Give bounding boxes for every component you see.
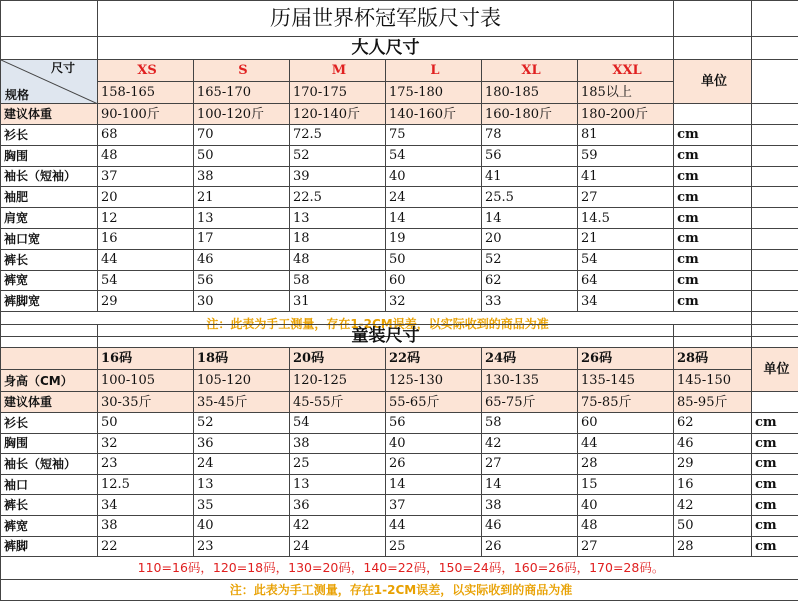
kids-size-cell: 24码 <box>482 348 578 370</box>
adult-size-xxl: XXL <box>578 60 674 82</box>
value-cell: 13 <box>194 208 290 229</box>
corner-size-label: 尺寸 <box>51 62 75 74</box>
corner-spec-label: 规格 <box>5 89 29 101</box>
value-cell: 60 <box>578 413 674 434</box>
weight-cell: 45-55斤 <box>290 392 386 413</box>
kids-height-row <box>1 370 798 392</box>
value-cell: 14 <box>386 474 482 495</box>
value-cell: 21 <box>194 187 290 208</box>
value-cell: 48 <box>290 249 386 270</box>
unit-cell: cm <box>752 536 798 557</box>
value-cell: 56 <box>482 145 578 166</box>
value-cell: 34 <box>98 495 194 516</box>
table-row <box>1 125 798 146</box>
kids-size-cell: 22码 <box>386 348 482 370</box>
row-label: 衫长 <box>1 413 98 434</box>
value-cell: 24 <box>194 454 290 475</box>
unit-cell: cm <box>674 166 752 187</box>
table-row <box>1 454 798 475</box>
adult-size-m: M <box>290 60 386 82</box>
value-cell: 44 <box>98 249 194 270</box>
value-cell: 62 <box>482 270 578 291</box>
table-row <box>1 228 798 249</box>
value-cell: 33 <box>482 291 578 312</box>
value-cell: 38 <box>290 433 386 454</box>
weight-cell: 55-65斤 <box>386 392 482 413</box>
spec-cell: 175-180 <box>386 82 482 104</box>
value-cell: 27 <box>578 187 674 208</box>
kids-unit-header: 单位 <box>752 348 798 392</box>
height-cell: 105-120 <box>194 370 290 392</box>
table-row <box>1 145 798 166</box>
unit-cell: cm <box>752 413 798 434</box>
value-cell: 27 <box>482 454 578 475</box>
weight-cell: 90-100斤 <box>98 104 194 125</box>
value-cell: 29 <box>98 291 194 312</box>
row-label: 袖长（短袖） <box>1 454 98 475</box>
weight-cell: 65-75斤 <box>482 392 578 413</box>
value-cell: 50 <box>98 413 194 434</box>
value-cell: 48 <box>98 145 194 166</box>
value-cell: 38 <box>98 515 194 536</box>
table-row <box>1 515 798 536</box>
value-cell: 19 <box>386 228 482 249</box>
kids-size-table <box>0 324 798 601</box>
unit-cell: cm <box>674 228 752 249</box>
kids-size-cell: 16码 <box>98 348 194 370</box>
value-cell: 72.5 <box>290 125 386 146</box>
value-cell: 48 <box>578 515 674 536</box>
spec-cell: 158-165 <box>98 82 194 104</box>
value-cell: 56 <box>194 270 290 291</box>
weight-label: 建议体重 <box>1 392 98 413</box>
value-cell: 21 <box>578 228 674 249</box>
weight-cell: 35-45斤 <box>194 392 290 413</box>
value-cell: 27 <box>578 536 674 557</box>
weight-cell: 85-95斤 <box>674 392 752 413</box>
value-cell: 40 <box>386 433 482 454</box>
value-cell: 15 <box>578 474 674 495</box>
value-cell: 39 <box>290 166 386 187</box>
row-label: 衫长 <box>1 125 98 146</box>
value-cell: 62 <box>674 413 752 434</box>
unit-cell: cm <box>674 249 752 270</box>
row-label: 裤脚宽 <box>1 291 98 312</box>
value-cell: 50 <box>674 515 752 536</box>
value-cell: 75 <box>386 125 482 146</box>
unit-cell: cm <box>752 454 798 475</box>
spec-cell: 170-175 <box>290 82 386 104</box>
value-cell: 28 <box>674 536 752 557</box>
unit-cell: cm <box>674 145 752 166</box>
value-cell: 14.5 <box>578 208 674 229</box>
adult-weight-row <box>1 104 798 125</box>
table-row <box>1 208 798 229</box>
adult-unit-header: 单位 <box>674 60 752 104</box>
height-cell: 130-135 <box>482 370 578 392</box>
row-label: 袖肥 <box>1 187 98 208</box>
value-cell: 32 <box>98 433 194 454</box>
value-cell: 44 <box>578 433 674 454</box>
weight-cell: 140-160斤 <box>386 104 482 125</box>
row-label: 袖口宽 <box>1 228 98 249</box>
table-row <box>1 433 798 454</box>
value-cell: 14 <box>482 208 578 229</box>
row-label: 肩宽 <box>1 208 98 229</box>
value-cell: 36 <box>194 433 290 454</box>
value-cell: 16 <box>98 228 194 249</box>
value-cell: 24 <box>386 187 482 208</box>
value-cell: 50 <box>194 145 290 166</box>
value-cell: 22 <box>98 536 194 557</box>
table-row <box>1 495 798 516</box>
row-label: 裤脚 <box>1 536 98 557</box>
kids-size-cell: 18码 <box>194 348 290 370</box>
row-label: 裤长 <box>1 249 98 270</box>
weight-cell: 120-140斤 <box>290 104 386 125</box>
unit-cell: cm <box>674 187 752 208</box>
weight-label: 建议体重 <box>1 104 98 125</box>
value-cell: 40 <box>194 515 290 536</box>
height-cell: 135-145 <box>578 370 674 392</box>
value-cell: 46 <box>674 433 752 454</box>
value-cell: 29 <box>674 454 752 475</box>
height-cell: 145-150 <box>674 370 752 392</box>
value-cell: 56 <box>386 413 482 434</box>
value-cell: 13 <box>290 474 386 495</box>
value-cell: 37 <box>386 495 482 516</box>
value-cell: 54 <box>290 413 386 434</box>
unit-cell: cm <box>674 125 752 146</box>
adult-size-xs: XS <box>98 60 194 82</box>
value-cell: 12.5 <box>98 474 194 495</box>
table-row <box>1 291 798 312</box>
value-cell: 13 <box>290 208 386 229</box>
value-cell: 40 <box>386 166 482 187</box>
unit-cell: cm <box>674 208 752 229</box>
table-row <box>1 474 798 495</box>
value-cell: 23 <box>194 536 290 557</box>
adult-size-xl: XL <box>482 60 578 82</box>
value-cell: 42 <box>482 433 578 454</box>
value-cell: 52 <box>482 249 578 270</box>
kids-size-header-row <box>1 348 798 370</box>
table-row <box>1 249 798 270</box>
kids-section-title: 童装尺寸 <box>98 325 674 348</box>
value-cell: 34 <box>578 291 674 312</box>
height-cell: 120-125 <box>290 370 386 392</box>
value-cell: 70 <box>194 125 290 146</box>
value-cell: 14 <box>386 208 482 229</box>
value-cell: 60 <box>386 270 482 291</box>
kids-weight-row <box>1 392 798 413</box>
kids-note: 注：此表为手工测量，存在1-2CM误差，以实际收到的商品为准 <box>1 580 798 601</box>
value-cell: 32 <box>386 291 482 312</box>
unit-cell: cm <box>752 474 798 495</box>
value-cell: 50 <box>386 249 482 270</box>
value-cell: 81 <box>578 125 674 146</box>
row-label: 裤长 <box>1 495 98 516</box>
row-label: 裤宽 <box>1 270 98 291</box>
kids-size-cell: 28码 <box>674 348 752 370</box>
value-cell: 18 <box>290 228 386 249</box>
unit-cell: cm <box>752 515 798 536</box>
weight-cell: 100-120斤 <box>194 104 290 125</box>
value-cell: 52 <box>290 145 386 166</box>
unit-cell: cm <box>674 270 752 291</box>
table-row <box>1 270 798 291</box>
value-cell: 20 <box>482 228 578 249</box>
value-cell: 22.5 <box>290 187 386 208</box>
value-cell: 46 <box>482 515 578 536</box>
value-cell: 31 <box>290 291 386 312</box>
adult-size-l: L <box>386 60 482 82</box>
weight-cell: 75-85斤 <box>578 392 674 413</box>
value-cell: 40 <box>578 495 674 516</box>
row-label: 胸围 <box>1 145 98 166</box>
page-title: 历届世界杯冠军版尺寸表 <box>98 1 674 37</box>
weight-cell: 180-200斤 <box>578 104 674 125</box>
height-cell: 100-105 <box>98 370 194 392</box>
adult-corner-header <box>1 60 98 104</box>
value-cell: 54 <box>578 249 674 270</box>
height-label: 身高（CM） <box>1 370 98 392</box>
value-cell: 30 <box>194 291 290 312</box>
unit-cell: cm <box>752 433 798 454</box>
height-cell: 125-130 <box>386 370 482 392</box>
value-cell: 24 <box>290 536 386 557</box>
adult-section-title: 大人尺寸 <box>98 37 674 60</box>
value-cell: 68 <box>98 125 194 146</box>
value-cell: 38 <box>482 495 578 516</box>
row-label: 袖口 <box>1 474 98 495</box>
value-cell: 14 <box>482 474 578 495</box>
value-cell: 42 <box>290 515 386 536</box>
spec-cell: 180-185 <box>482 82 578 104</box>
spec-cell: 185以上 <box>578 82 674 104</box>
table-row <box>1 187 798 208</box>
value-cell: 28 <box>578 454 674 475</box>
value-cell: 26 <box>482 536 578 557</box>
row-label: 胸围 <box>1 433 98 454</box>
value-cell: 25 <box>386 536 482 557</box>
value-cell: 41 <box>482 166 578 187</box>
value-cell: 25 <box>290 454 386 475</box>
value-cell: 42 <box>674 495 752 516</box>
weight-cell: 30-35斤 <box>98 392 194 413</box>
value-cell: 16 <box>674 474 752 495</box>
kids-size-conversion: 110=16码，120=18码，130=20码，140=22码，150=24码，160=26码，170=28码。 <box>1 557 798 580</box>
kids-size-cell: 20码 <box>290 348 386 370</box>
row-label: 裤宽 <box>1 515 98 536</box>
table-row <box>1 413 798 434</box>
adult-note: 注：此表为手工测量，存在1-2CM误差，以实际收到的商品为准 <box>1 312 752 337</box>
value-cell: 54 <box>386 145 482 166</box>
value-cell: 41 <box>578 166 674 187</box>
value-cell: 52 <box>194 413 290 434</box>
unit-cell: cm <box>752 495 798 516</box>
adult-size-s: S <box>194 60 290 82</box>
value-cell: 78 <box>482 125 578 146</box>
value-cell: 26 <box>386 454 482 475</box>
weight-cell: 160-180斤 <box>482 104 578 125</box>
value-cell: 58 <box>290 270 386 291</box>
value-cell: 59 <box>578 145 674 166</box>
value-cell: 20 <box>98 187 194 208</box>
value-cell: 44 <box>386 515 482 536</box>
value-cell: 46 <box>194 249 290 270</box>
value-cell: 13 <box>194 474 290 495</box>
value-cell: 37 <box>98 166 194 187</box>
value-cell: 64 <box>578 270 674 291</box>
row-label: 袖长（短袖） <box>1 166 98 187</box>
value-cell: 17 <box>194 228 290 249</box>
table-row <box>1 166 798 187</box>
value-cell: 58 <box>482 413 578 434</box>
value-cell: 25.5 <box>482 187 578 208</box>
value-cell: 35 <box>194 495 290 516</box>
value-cell: 38 <box>194 166 290 187</box>
table-row <box>1 536 798 557</box>
value-cell: 36 <box>290 495 386 516</box>
value-cell: 12 <box>98 208 194 229</box>
spec-cell: 165-170 <box>194 82 290 104</box>
value-cell: 23 <box>98 454 194 475</box>
kids-size-cell: 26码 <box>578 348 674 370</box>
value-cell: 54 <box>98 270 194 291</box>
unit-cell: cm <box>674 291 752 312</box>
